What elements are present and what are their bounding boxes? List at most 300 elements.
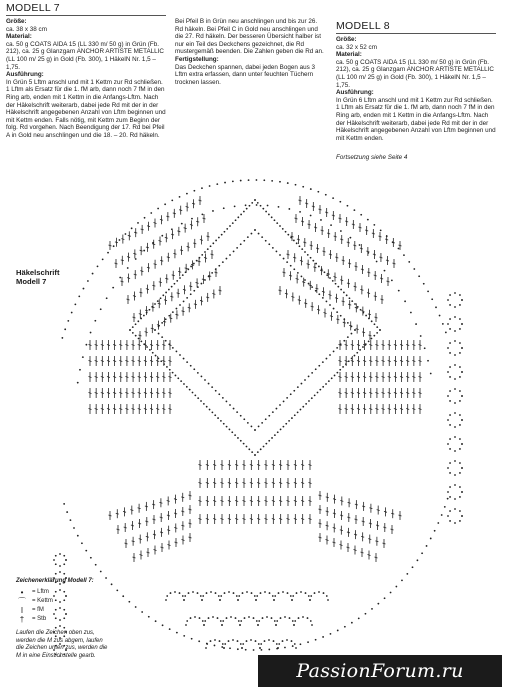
chain-dot	[201, 283, 203, 285]
stitch-bar	[272, 465, 275, 466]
stitch-bar	[325, 212, 328, 213]
chain-dot	[439, 315, 441, 317]
stitch-bar	[366, 251, 369, 252]
stitch-bar	[121, 239, 124, 240]
stitch-bar	[279, 483, 282, 484]
chain-dot	[240, 620, 242, 622]
chain-dot	[276, 643, 278, 645]
stitch-bar	[162, 409, 165, 410]
stitch-bar	[294, 501, 297, 502]
stitch-bar	[146, 247, 149, 248]
chain-dot	[240, 214, 242, 216]
stitch-bar	[333, 542, 336, 543]
stitch-bar	[309, 501, 312, 502]
chain-dot	[261, 422, 263, 424]
stitch-bar	[301, 465, 304, 466]
stitch-bar	[125, 377, 128, 378]
chain-dot	[165, 318, 167, 320]
legend-item-text: = fM	[32, 607, 44, 614]
stitch-bar	[167, 257, 170, 258]
stitch-bar	[156, 377, 159, 378]
chain-dot	[282, 591, 284, 593]
chain-dot	[170, 592, 172, 594]
stitch-bar	[116, 513, 119, 514]
chain-dot	[218, 265, 220, 267]
chain-dot	[236, 595, 238, 597]
stitch-bar	[400, 361, 403, 362]
stitch-bar	[152, 504, 155, 505]
chain-dot	[459, 318, 461, 320]
stitch-bar	[327, 233, 330, 234]
chain-dot	[234, 434, 236, 436]
stitch-bar	[169, 409, 172, 410]
stitch-bar	[243, 519, 246, 520]
stitch-bar	[363, 393, 366, 394]
chain-dot	[297, 386, 299, 388]
chain-dot	[237, 599, 239, 601]
stitch-bar	[301, 519, 304, 520]
stitch-bar	[125, 345, 128, 346]
chain-dot	[74, 303, 76, 305]
stitch-bar	[322, 291, 325, 292]
chain-dot	[292, 645, 294, 647]
stitch-bar	[312, 206, 315, 207]
stitch-bar	[374, 296, 377, 297]
stitch-bar	[357, 393, 360, 394]
chain-dot	[223, 207, 225, 209]
stitch-bar	[89, 345, 92, 346]
chain-dot	[201, 376, 203, 378]
stitch-bar	[146, 289, 149, 290]
chain-dot	[368, 340, 370, 342]
chain-dot	[254, 454, 256, 456]
chain-dot	[268, 639, 270, 641]
chain-dot	[214, 639, 216, 641]
stitch-bar	[189, 286, 192, 287]
legend-item-text: = Kettm	[32, 598, 53, 605]
chain-dot	[327, 599, 329, 601]
stitch-bar	[144, 393, 147, 394]
chain-dot	[260, 592, 262, 594]
chain-dot	[403, 254, 405, 256]
stitch-bar	[272, 483, 275, 484]
chain-dot	[337, 630, 339, 632]
chain-dot	[106, 297, 108, 299]
stitch-bar	[132, 377, 135, 378]
stitch-bar	[412, 377, 415, 378]
chain-dot	[449, 520, 451, 522]
stitch-bar	[319, 495, 322, 496]
chain-dot	[262, 617, 264, 619]
stitch-bar	[326, 497, 329, 498]
chain-dot	[246, 208, 248, 210]
chain-dot	[280, 429, 282, 431]
chain-dot	[325, 194, 327, 196]
chain-dot	[459, 462, 461, 464]
chain-dot	[111, 583, 113, 585]
model7-work-continued: Bei Pfeil B in Grün neu anschlingen und bis zur 26. Rd häkeln. Bei Pfeil C in Gold neu anschlingen und die 27. Rd häkeln. Der besseren Übersicht halber ist nur ein Teil des Deckchens gezeichnet, die Rd mustergemäß beenden. Die Zahlen geben die Rd an.	[175, 18, 324, 56]
chain-dot	[144, 217, 146, 219]
chain-dot	[257, 202, 259, 204]
stitch-bar	[125, 543, 128, 544]
stitch-bar	[295, 218, 298, 219]
stitch-bar	[192, 203, 195, 204]
chain-dot	[189, 389, 191, 391]
stitch-bar	[125, 393, 128, 394]
stitch-bar	[334, 236, 337, 237]
chain-dot	[420, 335, 422, 337]
chain-dot	[286, 261, 288, 263]
chain-dot	[137, 320, 139, 322]
stitch-bar	[363, 377, 366, 378]
chain-dot	[182, 595, 184, 597]
stitch-bar	[107, 361, 110, 362]
stitch-bar	[339, 393, 342, 394]
stitch-bar	[361, 536, 364, 537]
chain-dot	[454, 426, 456, 428]
chain-dot	[290, 595, 292, 597]
stitch-bar	[353, 245, 356, 246]
stitch-bar	[206, 519, 209, 520]
stitch-bar	[170, 296, 173, 297]
chain-dot	[180, 380, 182, 382]
chain-dot	[449, 496, 451, 498]
chain-dot	[384, 597, 386, 599]
model7-material: ca. 50 g COATS AIDA 15 (LL 330 m/ 50 g) in Grün (Fb. 212), ca. 25 g Glanzgarn ANCHOR ARTISTE METALLIC (LL 100 m/ 25 g) in Gold (Fb. 300), 1 HäkelN Nr. 1,5 – 1,75.	[6, 40, 164, 71]
stitch-bar	[187, 246, 190, 247]
chain-dot	[329, 304, 331, 306]
chain-dot	[395, 586, 397, 588]
chain-dot	[177, 377, 179, 379]
chain-dot	[447, 443, 449, 445]
chain-dot	[265, 443, 267, 445]
stitch-bar	[165, 237, 168, 238]
chain-dot	[186, 297, 188, 299]
chain-dot	[243, 418, 245, 420]
chain-dot	[329, 354, 331, 356]
chain-dot	[294, 620, 296, 622]
chain-dot	[251, 426, 253, 428]
chain-dot	[339, 201, 341, 203]
chain-dot	[295, 184, 297, 186]
stitch-bar	[333, 513, 336, 514]
chain-dot	[81, 542, 83, 544]
chain-dot	[459, 376, 461, 378]
stitch-bar	[336, 319, 339, 320]
model8-continued-note: Fortsetzung siehe Seite 4	[336, 154, 408, 162]
stitch-bar	[153, 534, 156, 535]
chain-dot	[236, 247, 238, 249]
chain-dot	[454, 436, 456, 438]
chain-dot	[197, 592, 199, 594]
stitch-bar	[163, 321, 166, 322]
stitch-bar	[196, 282, 199, 283]
stitch-bar	[160, 532, 163, 533]
chain-dot	[424, 347, 426, 349]
chain-dot	[251, 592, 253, 594]
chain-dot	[79, 369, 81, 371]
chain-dot	[179, 277, 181, 279]
chain-dot	[208, 617, 210, 619]
stitch-bar	[400, 393, 403, 394]
stitch-bar	[394, 393, 397, 394]
chain-dot	[232, 181, 234, 183]
chain-dot	[261, 236, 263, 238]
stitch-bar	[339, 409, 342, 410]
stitch-bar	[146, 536, 149, 537]
stitch-bar	[412, 345, 415, 346]
stitch-bar	[147, 226, 150, 227]
chain-dot	[215, 592, 217, 594]
stitch-bar	[300, 260, 303, 261]
stitch-bar	[147, 552, 150, 553]
stitch-bar	[327, 273, 330, 274]
stitch-bar	[321, 230, 324, 231]
chain-dot	[265, 240, 267, 242]
model8-work: In Grün 6 Lftm anschl und mit 1 Kettm zur Rd schließen. 1 Lftm als Ersatz für die 1. fM arb, dann noch 7 fM in den Ring arb, enden mit 1 Kettm in die Anfangs-Lftm. Nach der Häkelschrift weiterarb, dabei jede Rd mit der in der Häkelschrift angegebenen Anzahl von Lftm beginnen und mit Kettm enden.	[336, 96, 496, 142]
chain-dot	[172, 347, 174, 349]
stitch-bar	[319, 537, 322, 538]
stitch-bar	[347, 532, 350, 533]
stitch-bar	[375, 377, 378, 378]
stitch-bar	[115, 242, 118, 243]
stitch-bar	[361, 269, 364, 270]
stitch-bar	[145, 521, 148, 522]
stitch-bar	[228, 483, 231, 484]
stitch-bar	[113, 409, 116, 410]
chain-dot	[196, 260, 198, 262]
stitch-bar	[340, 530, 343, 531]
stitch-bar	[340, 515, 343, 516]
model8-title: MODELL 8	[336, 20, 496, 34]
chain-dot	[454, 412, 456, 414]
chain-dot	[183, 358, 185, 360]
chain-dot	[284, 616, 286, 618]
chain-dot	[210, 640, 212, 642]
stitch-bar	[113, 393, 116, 394]
chain-dot	[206, 406, 208, 408]
stitch-bar	[369, 335, 372, 336]
stitch-bar	[107, 409, 110, 410]
stitch-bar	[340, 239, 343, 240]
stitch-bar	[250, 501, 253, 502]
stitch-bar	[175, 314, 178, 315]
chain-dot	[310, 257, 312, 259]
chain-dot	[243, 443, 245, 445]
chain-dot	[263, 179, 265, 181]
stitch-bar	[152, 285, 155, 286]
chain-dot	[319, 389, 321, 391]
chain-dot	[330, 633, 332, 635]
stitch-bar	[221, 501, 224, 502]
chain-dot	[190, 617, 192, 619]
stitch-bar	[132, 345, 135, 346]
chain-dot	[212, 616, 214, 618]
stitch-bar	[324, 313, 327, 314]
stitch-bar	[127, 278, 130, 279]
stitch-bar	[139, 335, 142, 336]
stitch-bar	[406, 409, 409, 410]
chain-dot	[318, 266, 320, 268]
stitch-bar	[150, 361, 153, 362]
stitch-bar	[121, 281, 124, 282]
chain-dot	[297, 411, 299, 413]
chain-dot	[253, 617, 255, 619]
stitch-bar	[173, 253, 176, 254]
stitch-bar	[167, 515, 170, 516]
chain-dot	[459, 400, 461, 402]
chain-dot	[258, 426, 260, 428]
stitch-bar	[304, 303, 307, 304]
stitch-bar	[154, 264, 157, 265]
stitch-bar	[211, 254, 214, 255]
stitch-bar	[362, 332, 365, 333]
chain-dot	[307, 641, 309, 643]
chain-dot	[398, 290, 400, 292]
stitch-bar	[174, 499, 177, 500]
model7-material-label: Material:	[6, 33, 32, 41]
stitch-bar	[221, 465, 224, 466]
chain-dot	[63, 563, 65, 565]
chain-dot	[193, 190, 195, 192]
stitch-bar	[189, 523, 192, 524]
chain-dot	[77, 382, 79, 384]
stitch-bar	[362, 521, 365, 522]
chain-dot	[449, 510, 451, 512]
chain-dot	[140, 340, 142, 342]
chain-dot	[314, 592, 316, 594]
chain-dot	[235, 219, 237, 221]
chain-dot	[112, 287, 114, 289]
stitch-bar	[375, 557, 378, 558]
chain-dot	[347, 336, 349, 338]
stitch-bar	[119, 361, 122, 362]
stitch-bar	[384, 511, 387, 512]
chain-dot	[214, 414, 216, 416]
stitch-bar	[363, 361, 366, 362]
chain-dot	[454, 388, 456, 390]
chain-dot	[367, 219, 369, 221]
chain-dot	[107, 252, 109, 254]
chain-dot	[183, 383, 185, 385]
chain-dot	[308, 400, 310, 402]
model7-finish-label: Fertigstellung:	[175, 55, 219, 63]
chain-dot	[358, 617, 360, 619]
chain-dot	[278, 643, 280, 645]
stitch-bar	[360, 248, 363, 249]
chain-dot	[218, 393, 220, 395]
stitch-bar	[127, 257, 130, 258]
chain-dot	[210, 591, 212, 593]
chain-dot	[461, 347, 463, 349]
model7-column	[6, 2, 166, 140]
chain-dot	[454, 474, 456, 476]
chain-dot	[265, 211, 267, 213]
stitch-bar	[235, 465, 238, 466]
chain-dot	[459, 390, 461, 392]
chain-dot	[454, 508, 456, 510]
chain-dot	[243, 240, 245, 242]
stitch-bar	[158, 303, 161, 304]
stitch-bar	[340, 280, 343, 281]
stitch-bar	[156, 393, 159, 394]
stitch-bar	[186, 206, 189, 207]
chain-dot	[203, 624, 205, 626]
stitch-bar	[317, 309, 320, 310]
chain-dot	[322, 361, 324, 363]
model8-size: ca. 32 x 52 cm	[336, 43, 377, 51]
chain-dot	[459, 352, 461, 354]
chain-dot	[310, 215, 312, 217]
chain-dot	[135, 335, 137, 337]
chain-dot	[459, 448, 461, 450]
chart-title-line2: Modell 7	[16, 277, 47, 286]
stitch-bar	[298, 300, 301, 301]
chain-dot	[63, 503, 65, 505]
chain-dot	[162, 294, 164, 296]
stitch-bar	[357, 345, 360, 346]
stitch-bar	[207, 236, 210, 237]
chain-dot	[449, 352, 451, 354]
chain-dot	[334, 375, 336, 377]
stitch-bar	[95, 345, 98, 346]
chain-dot	[248, 616, 250, 618]
stitch-bar	[132, 541, 135, 542]
stitch-bar	[343, 322, 346, 323]
chain-dot	[459, 472, 461, 474]
chain-dot	[135, 606, 137, 608]
chain-dot	[461, 371, 463, 373]
stitch-bar	[219, 290, 222, 291]
chain-dot	[459, 328, 461, 330]
chain-dot	[238, 620, 240, 622]
chain-dot	[171, 200, 173, 202]
chain-dot	[447, 467, 449, 469]
chain-dot	[237, 216, 239, 218]
chain-dot	[459, 486, 461, 488]
chain-dot	[179, 304, 181, 306]
chain-dot	[233, 251, 235, 253]
stitch-bar	[166, 216, 169, 217]
chain-dot	[172, 372, 174, 374]
stitch-bar	[159, 282, 162, 283]
chain-dot	[301, 383, 303, 385]
stitch-bar	[202, 279, 205, 280]
chain-dot	[314, 394, 316, 396]
stitch-bar	[374, 275, 377, 276]
stitch-bar	[339, 218, 342, 219]
chain-dot	[183, 599, 185, 601]
chain-dot	[308, 595, 310, 597]
chain-dot	[412, 566, 414, 568]
chain-dot	[359, 244, 361, 246]
chain-dot	[149, 349, 151, 351]
chain-dot	[212, 242, 214, 244]
stitch-bar	[294, 483, 297, 484]
stitch-bar	[412, 361, 415, 362]
stitch-bar	[153, 519, 156, 520]
chain-dot	[201, 187, 203, 189]
stitch-bar	[139, 539, 142, 540]
chain-dot	[129, 329, 131, 331]
stitch-bar	[189, 509, 192, 510]
chain-dot	[154, 329, 156, 331]
chain-dot	[449, 448, 451, 450]
single-crochet-icon: I	[20, 605, 24, 615]
chain-dot	[229, 404, 231, 406]
stitch-bar	[342, 260, 345, 261]
chain-dot	[347, 322, 349, 324]
